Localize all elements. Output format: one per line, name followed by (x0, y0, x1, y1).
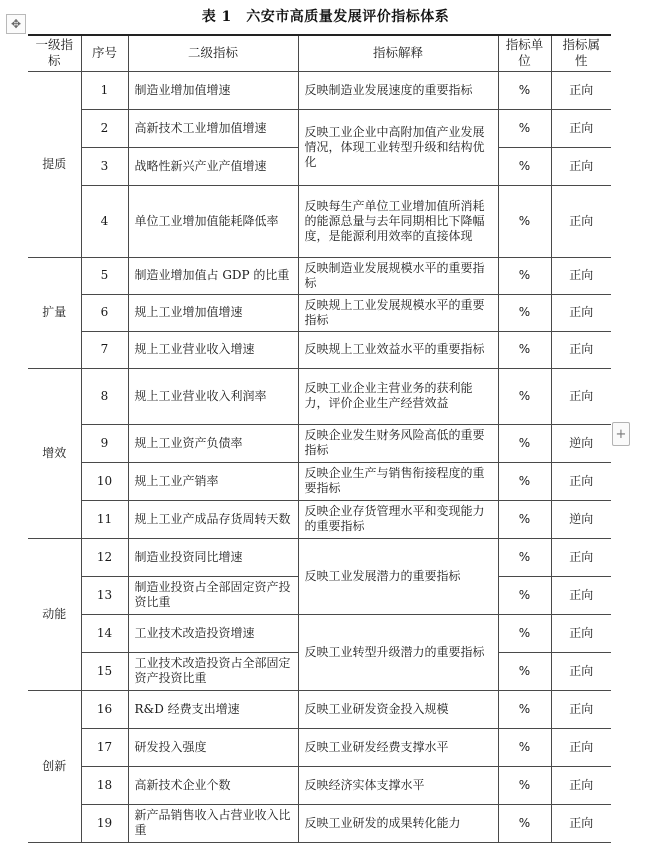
indicator-attr: 正向 (551, 109, 611, 147)
indicator-unit: % (498, 331, 551, 368)
row-index: 16 (81, 690, 128, 728)
header-note: 指标解释 (298, 35, 498, 71)
indicator-name: 制造业增加值增速 (128, 71, 298, 109)
row-index: 7 (81, 331, 128, 368)
table-row (28, 614, 611, 652)
indicator-name: 工业技术改造投资增速 (128, 614, 298, 652)
indicator-unit: % (498, 424, 551, 462)
indicator-note: 反映制造业发展速度的重要指标 (298, 71, 498, 109)
table-title: 表 1 六安市高质量发展评价指标体系 (201, 9, 450, 25)
indicator-unit: % (498, 614, 551, 652)
indicator-unit: % (498, 185, 551, 257)
row-index: 8 (81, 368, 128, 424)
indicator-note: 反映规上工业效益水平的重要指标 (298, 331, 498, 368)
indicator-table (28, 34, 611, 843)
table-row (28, 500, 611, 538)
indicator-unit: % (498, 368, 551, 424)
indicator-name: 新产品销售收入占营业收入比重 (128, 804, 298, 842)
indicator-note: 反映工业发展潜力的重要指标 (298, 538, 498, 614)
indicator-unit: % (498, 728, 551, 766)
indicator-note: 反映经济实体支撑水平 (298, 766, 498, 804)
group-label-quality: 提质 (28, 71, 81, 257)
indicator-unit: % (498, 576, 551, 614)
indicator-name: 高新技术工业增加值增速 (128, 109, 298, 147)
indicator-attr: 正向 (551, 766, 611, 804)
header-level1: 一级指标 (28, 35, 81, 71)
indicator-unit: % (498, 71, 551, 109)
indicator-note: 反映企业存货管理水平和变现能力的重要指标 (298, 500, 498, 538)
row-index: 13 (81, 576, 128, 614)
indicator-attr: 逆向 (551, 500, 611, 538)
indicator-name: 规上工业产成品存货周转天数 (128, 500, 298, 538)
indicator-name: 制造业投资占全部固定资产投资比重 (128, 576, 298, 614)
header-unit: 指标单位 (498, 35, 551, 71)
indicator-attr: 正向 (551, 462, 611, 500)
indicator-unit: % (498, 804, 551, 842)
table-row (28, 462, 611, 500)
indicator-note: 反映工业企业主营业务的获利能力，评价企业生产经营效益 (298, 368, 498, 424)
indicator-name: 单位工业增加值能耗降低率 (128, 185, 298, 257)
row-index: 10 (81, 462, 128, 500)
indicator-attr: 正向 (551, 538, 611, 576)
indicator-attr: 正向 (551, 690, 611, 728)
indicator-note: 反映每生产单位工业增加值所消耗的能源总量与去年同期相比下降幅度，是能源利用效率的直接体现 (298, 185, 498, 257)
indicator-attr: 逆向 (551, 424, 611, 462)
indicator-attr: 正向 (551, 576, 611, 614)
indicator-note: 反映工业研发资金投入规模 (298, 690, 498, 728)
row-index: 12 (81, 538, 128, 576)
row-index: 5 (81, 257, 128, 294)
row-index: 4 (81, 185, 128, 257)
indicator-note: 反映工业企业中高附加值产业发展情况，体现工业转型升级和结构优化 (298, 109, 498, 185)
indicator-unit: % (498, 462, 551, 500)
indicator-attr: 正向 (551, 331, 611, 368)
indicator-attr: 正向 (551, 294, 611, 331)
header-index: 序号 (81, 35, 128, 71)
indicator-note: 反映工业研发的成果转化能力 (298, 804, 498, 842)
row-index: 17 (81, 728, 128, 766)
indicator-name: 高新技术企业个数 (128, 766, 298, 804)
header-row (28, 35, 611, 71)
table-row (28, 257, 611, 294)
row-index: 19 (81, 804, 128, 842)
indicator-attr: 正向 (551, 614, 611, 652)
row-index: 15 (81, 652, 128, 690)
table-row (28, 109, 611, 147)
indicator-unit: % (498, 257, 551, 294)
table-row (28, 424, 611, 462)
indicator-unit: % (498, 652, 551, 690)
table-row (28, 331, 611, 368)
row-index: 2 (81, 109, 128, 147)
indicator-unit: % (498, 766, 551, 804)
indicator-attr: 正向 (551, 147, 611, 185)
indicator-attr: 正向 (551, 804, 611, 842)
indicator-name: 研发投入强度 (128, 728, 298, 766)
add-column-plus-icon[interactable]: + (612, 422, 630, 446)
indicator-name: 制造业增加值占 GDP 的比重 (128, 257, 298, 294)
table-row (28, 185, 611, 257)
indicator-unit: % (498, 294, 551, 331)
table-row (28, 690, 611, 728)
indicator-attr: 正向 (551, 71, 611, 109)
indicator-unit: % (498, 538, 551, 576)
indicator-note: 反映企业发生财务风险高低的重要指标 (298, 424, 498, 462)
indicator-name: 制造业投资同比增速 (128, 538, 298, 576)
table-row (28, 804, 611, 842)
table-move-handle-icon[interactable]: ✥ (6, 14, 26, 34)
row-index: 1 (81, 71, 128, 109)
group-label-innovation: 创新 (28, 690, 81, 842)
row-index: 3 (81, 147, 128, 185)
indicator-attr: 正向 (551, 368, 611, 424)
header-level2: 二级指标 (128, 35, 298, 71)
indicator-unit: % (498, 690, 551, 728)
indicator-attr: 正向 (551, 728, 611, 766)
indicator-attr: 正向 (551, 257, 611, 294)
indicator-name: 规上工业营业收入利润率 (128, 368, 298, 424)
row-index: 14 (81, 614, 128, 652)
indicator-unit: % (498, 500, 551, 538)
table-row (28, 538, 611, 576)
indicator-name: R&D 经费支出增速 (128, 690, 298, 728)
group-label-efficiency: 增效 (28, 368, 81, 538)
indicator-note: 反映工业研发经费支撑水平 (298, 728, 498, 766)
table-row (28, 766, 611, 804)
row-index: 6 (81, 294, 128, 331)
table-row (28, 728, 611, 766)
table-row (28, 294, 611, 331)
indicator-note: 反映制造业发展规模水平的重要指标 (298, 257, 498, 294)
indicator-name: 规上工业营业收入增速 (128, 331, 298, 368)
table-row (28, 71, 611, 109)
indicator-name: 战略性新兴产业产值增速 (128, 147, 298, 185)
indicator-note: 反映规上工业发展规模水平的重要指标 (298, 294, 498, 331)
indicator-unit: % (498, 147, 551, 185)
indicator-attr: 正向 (551, 185, 611, 257)
indicator-note: 反映工业转型升级潜力的重要指标 (298, 614, 498, 690)
group-label-momentum: 动能 (28, 538, 81, 690)
indicator-name: 工业技术改造投资占全部固定资产投资比重 (128, 652, 298, 690)
indicator-name: 规上工业产销率 (128, 462, 298, 500)
header-attr: 指标属性 (551, 35, 611, 71)
indicator-name: 规上工业增加值增速 (128, 294, 298, 331)
group-label-scale: 扩量 (28, 257, 81, 368)
row-index: 9 (81, 424, 128, 462)
indicator-unit: % (498, 109, 551, 147)
indicator-name: 规上工业资产负债率 (128, 424, 298, 462)
indicator-attr: 正向 (551, 652, 611, 690)
table-row (28, 368, 611, 424)
row-index: 18 (81, 766, 128, 804)
row-index: 11 (81, 500, 128, 538)
indicator-note: 反映企业生产与销售衔接程度的重要指标 (298, 462, 498, 500)
